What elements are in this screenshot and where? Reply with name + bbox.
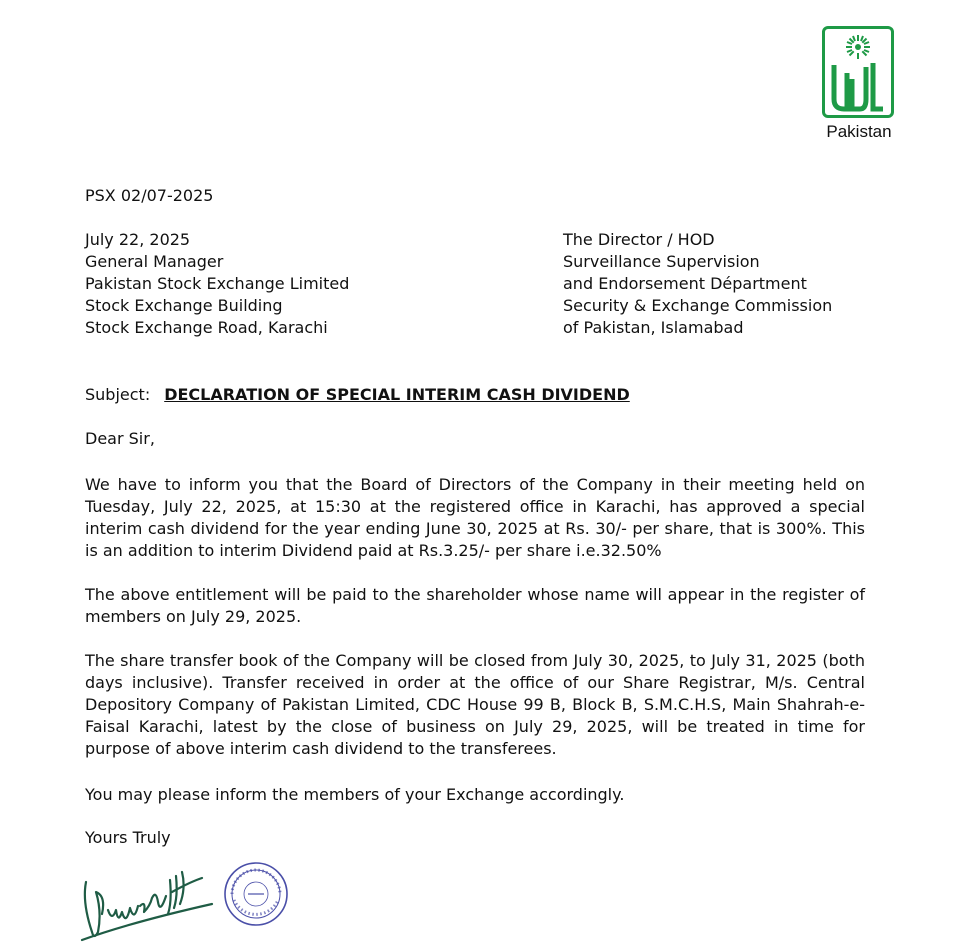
signature-icon bbox=[72, 852, 222, 947]
body-paragraph: We have to inform you that the Board of Directors of the Company in their meeting held on Tuesday, July 22, 2025, at 15:30 at the registered office in Karachi, has approved a special interim cash dividend for the year ending June 30, 2025 at Rs. 30/- per share, that is 300%. This is an addition to interim Dividend paid at Rs.3.25/- per share i.e.32.50% bbox=[85, 475, 865, 560]
recipient-right-line: Security & Exchange Commission bbox=[563, 296, 833, 315]
closing: Yours Truly bbox=[85, 828, 171, 847]
subject-title: DECLARATION OF SPECIAL INTERIM CASH DIVIDEND bbox=[164, 385, 630, 404]
recipient-left-line: General Manager bbox=[85, 252, 224, 271]
recipient-right-line: The Director / HOD bbox=[563, 230, 715, 249]
company-stamp-icon bbox=[222, 860, 290, 928]
logo-emblem bbox=[822, 26, 894, 118]
letter-date: July 22, 2025 bbox=[85, 230, 191, 249]
recipient-left-line: Pakistan Stock Exchange Limited bbox=[85, 274, 350, 293]
recipient-left-line: Stock Exchange Road, Karachi bbox=[85, 318, 328, 337]
body-paragraph: You may please inform the members of your Exchange accordingly. bbox=[85, 785, 625, 804]
logo-country: Pakistan bbox=[826, 122, 892, 141]
body-paragraph: The share transfer book of the Company will be closed from July 30, 2025, to July 31, 2025 (both days inclusive). Transfer received in order at the office of our Share Registrar, M/s. Central Depository Company of Pakistan Limited, CDC House 99 B, Block B, S.M.C.H.S, Main Shahrah-e-Faisal Karachi, latest by the close of business on July 29, 2025, will be treated in time for purpose of above interim cash dividend to the transferees. bbox=[85, 651, 865, 758]
recipient-right-line: and Endorsement Départment bbox=[563, 274, 807, 293]
company-logo bbox=[818, 26, 900, 146]
salutation: Dear Sir, bbox=[85, 429, 155, 448]
recipient-right-line: of Pakistan, Islamabad bbox=[563, 318, 744, 337]
subject-line bbox=[85, 384, 630, 406]
udl-mark-icon bbox=[825, 29, 891, 115]
reference-number: PSX 02/07-2025 bbox=[85, 186, 214, 205]
recipient-right-line: Surveillance Supervision bbox=[563, 252, 760, 271]
recipient-left-line: Stock Exchange Building bbox=[85, 296, 283, 315]
subject-label: Subject: bbox=[85, 385, 151, 404]
body-paragraph: The above entitlement will be paid to the shareholder whose name will appear in the register of members on July 29, 2025. bbox=[85, 585, 865, 626]
